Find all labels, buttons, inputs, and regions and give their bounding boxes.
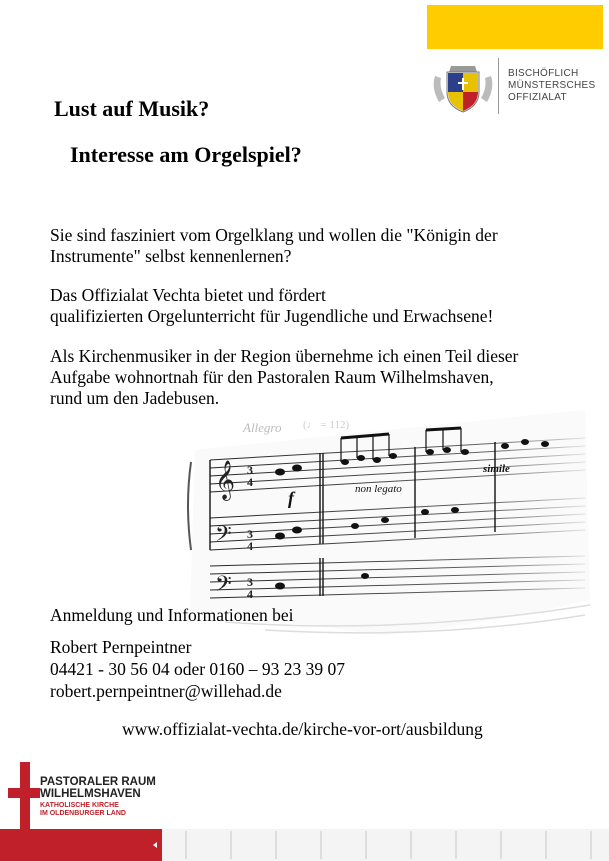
text-line: Sie sind fasziniert vom Orgelklang und wollen die "Königin der bbox=[50, 225, 498, 245]
contact-email[interactable]: robert.pernpeintner@willehad.de bbox=[50, 681, 282, 701]
page-subtitle: Interesse am Orgelspiel? bbox=[70, 142, 302, 167]
pastoral-logo-line: PASTORALER RAUM bbox=[40, 776, 156, 788]
paragraph-intro bbox=[50, 225, 498, 267]
text-line: rund um den Jadebusen. bbox=[50, 388, 220, 408]
coat-of-arms-icon bbox=[429, 58, 497, 114]
logo-divider bbox=[498, 58, 499, 114]
org-logo-line: BISCHÖFLICH bbox=[508, 68, 579, 79]
pastoral-logo-subline: IM OLDENBURGER LAND bbox=[40, 810, 126, 817]
org-logo-line: OFFIZIALAT bbox=[508, 92, 567, 103]
text-line: qualifizierten Orgelunterricht für Jugendliche und Erwachsene! bbox=[50, 306, 494, 326]
text-line: Aufgabe wohnortnah für den Pastoralen Raum Wilhelmshaven, bbox=[50, 367, 494, 387]
contact-intro: Anmeldung und Informationen bei bbox=[50, 605, 294, 625]
svg-text:4: 4 bbox=[247, 475, 253, 489]
contact-phone[interactable]: 04421 - 30 56 04 oder 0160 – 93 23 39 07 bbox=[50, 659, 346, 679]
svg-text:3: 3 bbox=[247, 575, 253, 589]
svg-text:Allegro: Allegro bbox=[243, 420, 282, 435]
footer-bar bbox=[0, 829, 609, 861]
org-logo-text bbox=[508, 68, 596, 104]
page-title: Lust auf Musik? bbox=[54, 96, 210, 121]
paragraph-offer bbox=[50, 285, 493, 327]
svg-text:𝄢: 𝄢 bbox=[215, 522, 232, 552]
contact-block bbox=[50, 604, 345, 702]
contact-name: Robert Pernpeintner bbox=[50, 637, 192, 657]
pastoral-logo-title bbox=[40, 776, 156, 800]
text-line: Das Offizialat Vechta bietet und fördert bbox=[50, 285, 326, 305]
svg-text:3: 3 bbox=[247, 463, 253, 477]
articulation-mark: non legato bbox=[355, 483, 402, 495]
header-accent-bar bbox=[427, 5, 603, 49]
svg-text:𝄢: 𝄢 bbox=[215, 572, 232, 602]
pastoral-logo-text bbox=[40, 776, 156, 818]
pastoral-logo-subline: KATHOLISCHE KIRCHE bbox=[40, 802, 119, 809]
simile-mark: simile bbox=[483, 463, 510, 475]
svg-text:𝄞: 𝄞 bbox=[215, 460, 236, 500]
dynamic-mark: f bbox=[288, 488, 294, 508]
org-logo-line: MÜNSTERSCHES bbox=[508, 80, 596, 91]
text-line: Instrumente" selbst kennenlernen? bbox=[50, 246, 292, 266]
svg-text:4: 4 bbox=[247, 539, 253, 553]
svg-text:3: 3 bbox=[247, 527, 253, 541]
tempo-mark: (♩ = 112) bbox=[303, 419, 350, 431]
pastoral-logo-subtitle bbox=[40, 802, 156, 818]
text-line: Als Kirchenmusiker in der Region übernehme ich einen Teil dieser bbox=[50, 346, 519, 366]
pastoral-logo-line: WILHELMSHAVEN bbox=[40, 788, 141, 800]
svg-text:4: 4 bbox=[247, 587, 253, 601]
website-link[interactable]: www.offizialat-vechta.de/kirche-vor-ort/ausbildung bbox=[122, 719, 483, 739]
